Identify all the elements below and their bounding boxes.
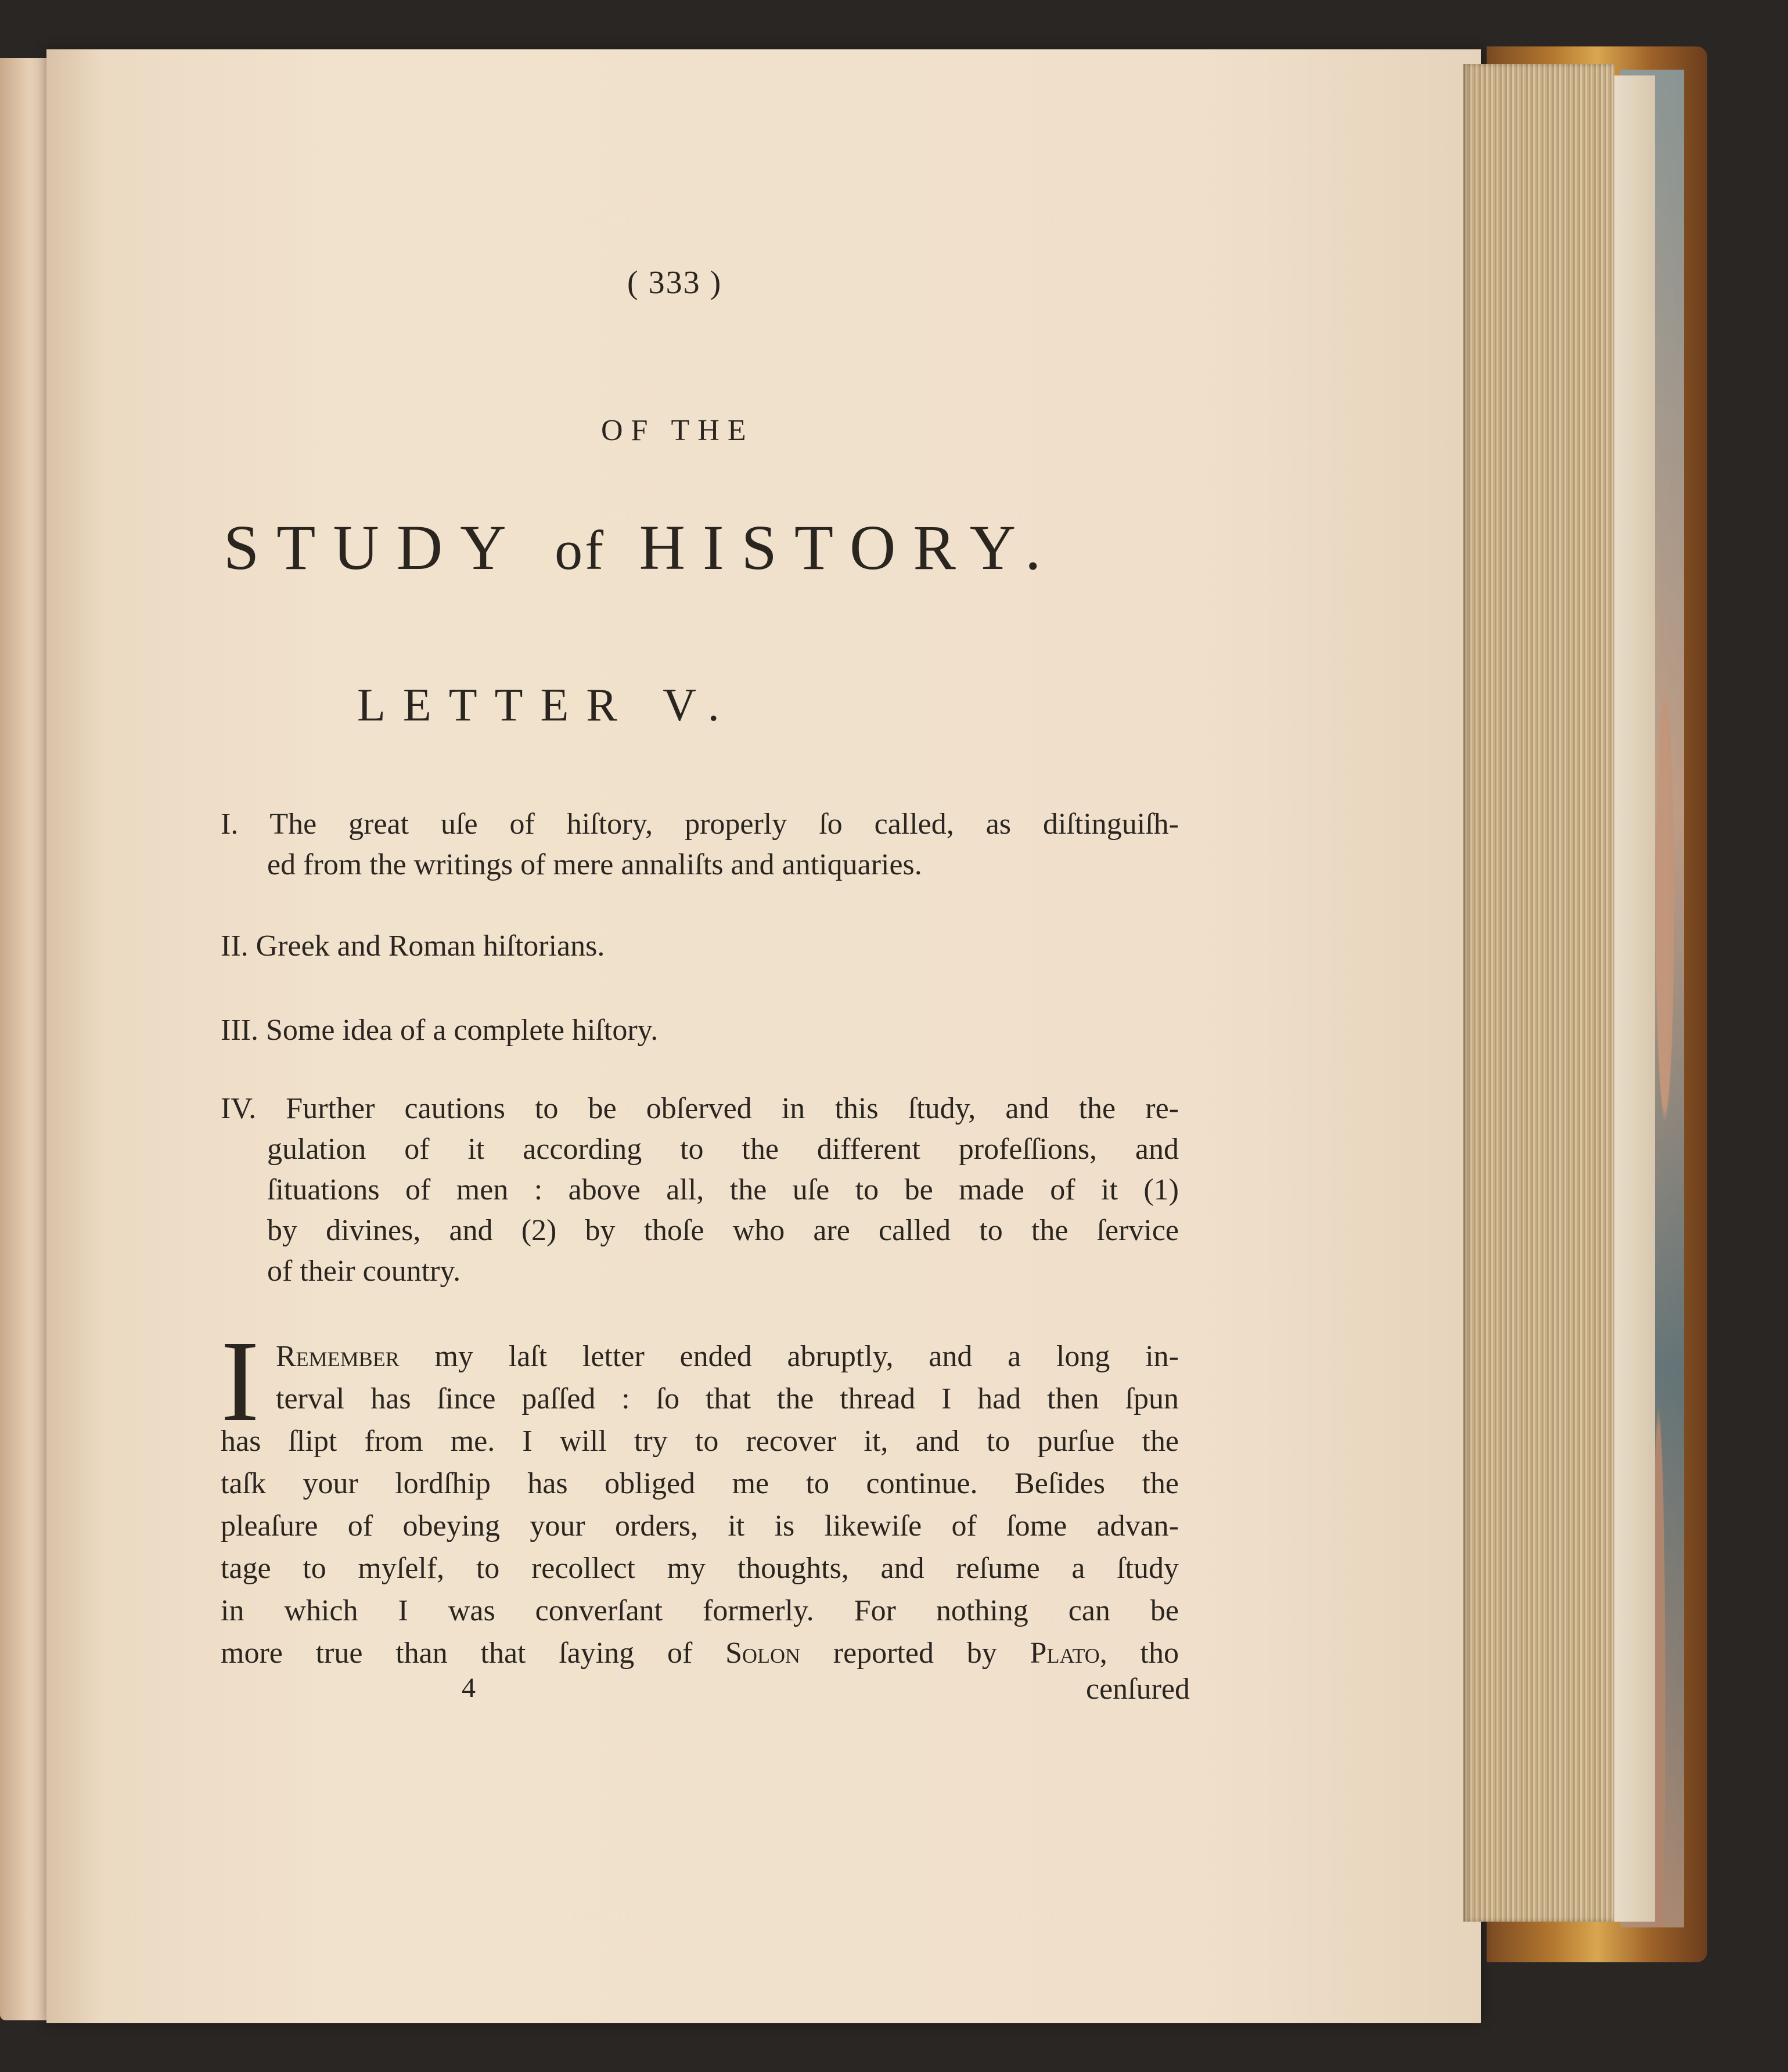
drop-cap: I — [221, 1317, 260, 1446]
contents-line: by divines, and (2) by thoſe who are called to the ſervice — [267, 1214, 1179, 1247]
page-title — [224, 511, 1059, 585]
contents-line: ſituations of men : above all, the uſe to be made of it (1) — [267, 1173, 1179, 1206]
contents-line: IV. Further cautions to be obſerved in this ſtudy, and the re- — [221, 1092, 1179, 1125]
body-line: more true than that ſaying of Solon reported by Plato, tho — [221, 1637, 1179, 1670]
body-line: taſk your lordſhip has obliged me to continue. Beſides the — [221, 1467, 1179, 1500]
contents-line: of their country. — [267, 1255, 461, 1288]
contents-item-4 — [221, 1089, 1179, 1292]
heading-of-the: OF THE — [601, 414, 754, 447]
catchword: cenſured — [1086, 1673, 1190, 1706]
contents-line: gulation of it according to the different profeſſions, and — [267, 1133, 1179, 1166]
body-line: has ſlipt from me. I will try to recover it, and to purſue the — [221, 1425, 1179, 1458]
page-number: ( 333 ) — [627, 265, 722, 301]
title-part2: HISTORY. — [639, 512, 1059, 583]
body-line: pleaſure of obeying your orders, it is likewiſe of ſome advan- — [221, 1509, 1179, 1543]
contents-line: III. Some idea of a complete hiſtory. — [221, 1014, 659, 1047]
first-word: Remember — [276, 1340, 400, 1373]
letter-heading: LETTER V. — [357, 680, 737, 731]
contents-item-2 — [221, 926, 1179, 967]
body-line: terval has ſince paſſed : ſo that the thread I had then ſpun — [276, 1382, 1179, 1415]
name-solon: Solon — [725, 1637, 800, 1670]
page-block — [1463, 64, 1614, 1922]
contents-item-3 — [221, 1010, 1179, 1051]
title-of: of — [555, 519, 606, 581]
contents-line: II. Greek and Roman hiſtorians. — [221, 929, 605, 963]
body-line: tage to myſelf, to recollect my thoughts, and reſume a ſtudy — [221, 1552, 1179, 1585]
page-edge — [1614, 75, 1655, 1922]
body-line: Remember my laſt letter ended abruptly, and a long in- — [276, 1340, 1179, 1373]
name-plato: Plato — [1030, 1637, 1100, 1670]
contents-item-1 — [221, 804, 1179, 885]
contents-line: I. The great uſe of hiſtory, properly ſo called, as diſtinguiſh- — [221, 808, 1179, 841]
body-line: in which I was converſant formerly. For nothing can be — [221, 1594, 1179, 1627]
contents-line: ed from the writings of mere annaliſts and antiquaries. — [267, 848, 922, 881]
body-text — [221, 1335, 1179, 1674]
signature-mark: 4 — [462, 1673, 476, 1703]
title-part1: STUDY — [224, 512, 521, 583]
